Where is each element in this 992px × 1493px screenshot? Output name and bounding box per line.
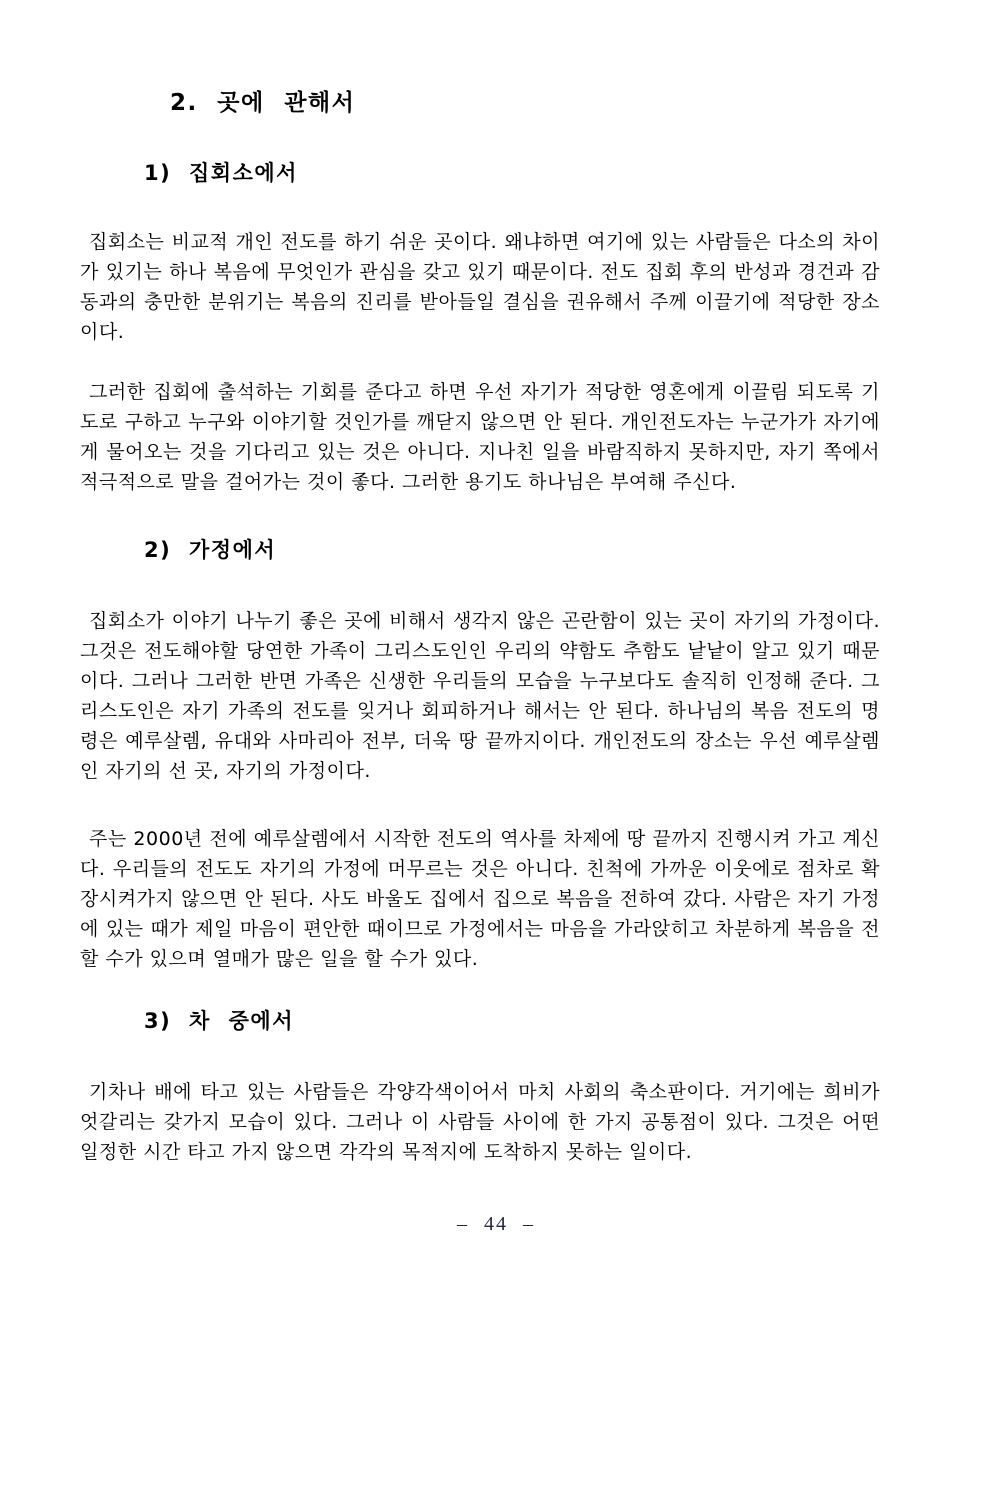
section-heading: 2) 가정에서: [144, 538, 277, 562]
page-title: 2. 곳에 관해서: [170, 90, 356, 116]
section-home: [80, 539, 880, 974]
paragraph: 집회소가 이야기 나누기 좋은 곳에 비해서 생각지 않은 곤란함이 있는 곳이 자기의 가정이다. 그것은 전도해야할 당연한 가족이 그리스도인인 우리의 약함도 추함도 낱낱이 알고 있기 때문이다. 그러나 그러한 반면 가족은 신생한 우리들의 모습을 누구보다도 솔직히 인정해 준다. 그리스도인은 자기 가족의 전도를 잊거나 회피하거나 해서는 안 된다. 하나님의 복음 전도의 명령은 예루살렘, 유대와 사마리아 전부, 더욱 땅 끝까지이다. 개인전도의 장소는 우선 예루살렘인 자기의 선 곳, 자기의 가정이다.: [80, 610, 880, 782]
paragraph: 기차나 배에 타고 있는 사람들은 각양각색이어서 마치 사회의 축소판이다. 거기에는 희비가 엇갈리는 갖가지 모습이 있다. 그러나 이 사람들 사이에 한 가지 공통점이 있다. 그것은 어떤 일정한 시간 타고 가지 않으면 각각의 목적지에 도착하지 못하는 일이다.: [80, 1081, 880, 1163]
paragraph: 그러한 집회에 출석하는 기회를 준다고 하면 우선 자기가 적당한 영혼에게 이끌림 되도록 기도로 구하고 누구와 이야기할 것인가를 깨닫지 않으면 안 된다. 개인전도자는 누군가가 자기에게 물어오는 것을 기다리고 있는 것은 아니다. 지나친 일을 바람직하지 못하지만, 자기 쪽에서 적극적으로 말을 걸어가는 것이 좋다. 그러한 용기도 하나님은 부여해 주신다.: [80, 381, 880, 493]
paragraph: 집회소는 비교적 개인 전도를 하기 쉬운 곳이다. 왜냐하면 여기에 있는 사람들은 다소의 차이가 있기는 하나 복음에 무엇인가 관심을 갖고 있기 때문이다. 전도 집회 후의 반성과 경건과 감동과의 충만한 분위기는 복음의 진리를 받아들일 결심을 권유해서 주께 이끌기에 적당한 장소이다.: [80, 231, 880, 343]
document-content: [80, 90, 880, 1236]
section-meeting-place: [80, 162, 880, 497]
section-heading: 3) 차 중에서: [144, 1009, 294, 1033]
section-in-vehicle: [80, 1010, 880, 1167]
page-number: – 44 –: [457, 1213, 535, 1235]
document-page: [0, 90, 992, 1493]
paragraph: 주는 2000년 전에 예루살렘에서 시작한 전도의 역사를 차제에 땅 끝까지 진행시켜 가고 계신다. 우리들의 전도도 자기의 가정에 머무르는 것은 아니다. 친척에 가까운 이웃에로 점차로 확장시켜가지 않으면 안 된다. 사도 바울도 집에서 집으로 복음을 전하여 갔다. 사람은 자기 가정에 있는 때가 제일 마음이 편안한 때이므로 가정에서는 마음을 가라앉히고 차분하게 복음을 전할 수가 있으며 열매가 많은 일을 할 수가 있다.: [80, 828, 880, 970]
section-heading: 1) 집회소에서: [144, 161, 298, 185]
